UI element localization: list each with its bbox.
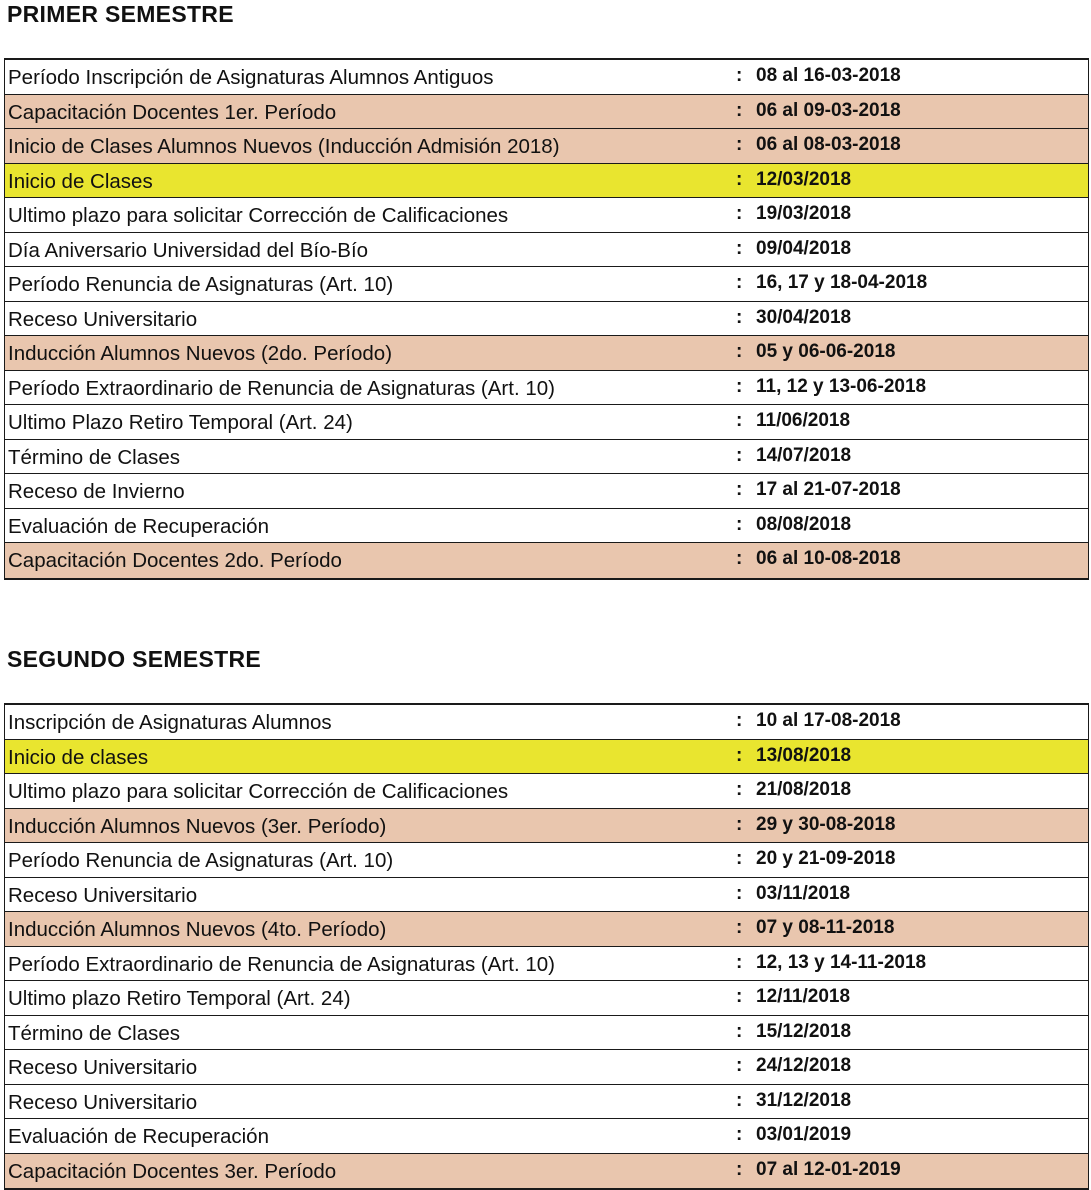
table-row bbox=[5, 198, 1088, 233]
table-row bbox=[5, 371, 1088, 406]
table-row bbox=[5, 1085, 1088, 1120]
event-label: Ultimo plazo Retiro Temporal (Art. 24) bbox=[8, 987, 351, 1010]
separator-colon: : bbox=[736, 99, 743, 121]
section-title-primer-semestre: PRIMER SEMESTRE bbox=[7, 1, 234, 27]
event-date: 06 al 10-08-2018 bbox=[756, 548, 901, 569]
event-date: 31/12/2018 bbox=[756, 1089, 852, 1111]
calendar-table-segundo-semestre bbox=[4, 703, 1089, 1190]
table-row bbox=[5, 474, 1088, 509]
separator-colon: : bbox=[736, 917, 743, 938]
event-label: Capacitación Docentes 1er. Período bbox=[8, 100, 337, 124]
event-label: Período Renuncia de Asignaturas (Art. 10) bbox=[8, 849, 394, 872]
table-row bbox=[5, 843, 1088, 878]
event-label: Evaluación de Recuperación bbox=[8, 514, 269, 538]
separator-colon: : bbox=[736, 951, 743, 973]
separator-colon: : bbox=[736, 513, 743, 535]
separator-colon: : bbox=[736, 813, 743, 835]
table-row bbox=[5, 947, 1088, 982]
separator-colon: : bbox=[736, 1020, 743, 1042]
event-label: Receso Universitario bbox=[8, 307, 198, 331]
table-row bbox=[5, 95, 1088, 130]
separator-colon: : bbox=[736, 341, 743, 362]
event-label: Receso de Invierno bbox=[8, 480, 185, 503]
table-row bbox=[5, 1119, 1088, 1154]
separator-colon: : bbox=[736, 848, 743, 869]
event-date: 16, 17 y 18-04-2018 bbox=[756, 272, 928, 293]
event-date: 06 al 08-03-2018 bbox=[756, 134, 901, 155]
table-row bbox=[5, 981, 1088, 1016]
table-row bbox=[5, 705, 1088, 740]
event-label: Inducción Alumnos Nuevos (2do. Período) bbox=[8, 342, 393, 365]
event-date: 29 y 30-08-2018 bbox=[756, 813, 896, 835]
event-label: Ultimo plazo para solicitar Corrección de Calificaciones bbox=[8, 204, 509, 227]
event-label: Ultimo plazo para solicitar Corrección de Calificaciones bbox=[8, 780, 509, 803]
event-date: 30/04/2018 bbox=[756, 306, 852, 328]
event-date: 09/04/2018 bbox=[756, 237, 852, 259]
event-label: Período Renuncia de Asignaturas (Art. 10) bbox=[8, 273, 394, 296]
event-label: Capacitación Docentes 2do. Período bbox=[8, 549, 342, 572]
table-row bbox=[5, 336, 1088, 371]
separator-colon: : bbox=[736, 779, 743, 800]
calendar-table-primer-semestre bbox=[4, 58, 1089, 580]
event-date: 07 y 08-11-2018 bbox=[756, 917, 895, 938]
event-date: 12/03/2018 bbox=[756, 168, 852, 190]
separator-colon: : bbox=[736, 306, 743, 328]
table-row bbox=[5, 1050, 1088, 1085]
table-row bbox=[5, 129, 1088, 164]
event-date: 13/08/2018 bbox=[756, 744, 852, 766]
separator-colon: : bbox=[736, 444, 743, 466]
table-row bbox=[5, 543, 1088, 578]
event-date: 11, 12 y 13-06-2018 bbox=[756, 375, 927, 397]
event-label: Término de Clases bbox=[8, 445, 181, 469]
event-label: Período Extraordinario de Renuncia de Asignaturas (Art. 10) bbox=[8, 952, 555, 976]
separator-colon: : bbox=[736, 548, 743, 569]
separator-colon: : bbox=[736, 1158, 743, 1180]
event-date: 06 al 09-03-2018 bbox=[756, 99, 901, 121]
table-row bbox=[5, 809, 1088, 844]
event-label: Inicio de Clases Alumnos Nuevos (Inducción Admisión 2018) bbox=[8, 135, 560, 158]
event-label: Período Inscripción de Asignaturas Alumnos Antiguos bbox=[8, 66, 494, 89]
separator-colon: : bbox=[736, 882, 743, 904]
event-date: 03/01/2019 bbox=[756, 1124, 852, 1145]
table-row bbox=[5, 1016, 1088, 1051]
separator-colon: : bbox=[736, 134, 743, 155]
event-label: Término de Clases bbox=[8, 1021, 181, 1045]
event-label: Receso Universitario bbox=[8, 1090, 198, 1114]
event-date: 14/07/2018 bbox=[756, 444, 852, 466]
event-date: 20 y 21-09-2018 bbox=[756, 848, 896, 869]
event-date: 07 al 12-01-2019 bbox=[756, 1158, 901, 1180]
separator-colon: : bbox=[736, 410, 743, 431]
table-row bbox=[5, 60, 1088, 95]
table-row bbox=[5, 164, 1088, 199]
event-label: Inscripción de Asignaturas Alumnos bbox=[8, 711, 332, 734]
separator-colon: : bbox=[736, 1124, 743, 1145]
table-row bbox=[5, 878, 1088, 913]
separator-colon: : bbox=[736, 203, 743, 224]
separator-colon: : bbox=[736, 1055, 743, 1076]
event-date: 12, 13 y 14-11-2018 bbox=[756, 951, 927, 973]
event-date: 17 al 21-07-2018 bbox=[756, 479, 901, 500]
separator-colon: : bbox=[736, 375, 743, 397]
separator-colon: : bbox=[736, 272, 743, 293]
event-date: 24/12/2018 bbox=[756, 1055, 852, 1076]
table-row bbox=[5, 302, 1088, 337]
separator-colon: : bbox=[736, 710, 743, 731]
table-row bbox=[5, 509, 1088, 544]
event-label: Capacitación Docentes 3er. Período bbox=[8, 1159, 337, 1183]
event-label: Receso Universitario bbox=[8, 1056, 198, 1079]
event-label: Inducción Alumnos Nuevos (4to. Período) bbox=[8, 918, 387, 941]
event-date: 03/11/2018 bbox=[756, 882, 851, 904]
separator-colon: : bbox=[736, 237, 743, 259]
separator-colon: : bbox=[736, 986, 743, 1007]
event-date: 12/11/2018 bbox=[756, 986, 851, 1007]
table-row bbox=[5, 405, 1088, 440]
table-row bbox=[5, 440, 1088, 475]
event-label: Ultimo Plazo Retiro Temporal (Art. 24) bbox=[8, 411, 353, 434]
event-date: 05 y 06-06-2018 bbox=[756, 341, 896, 362]
table-row bbox=[5, 774, 1088, 809]
event-date: 08 al 16-03-2018 bbox=[756, 65, 901, 86]
event-label: Evaluación de Recuperación bbox=[8, 1125, 269, 1148]
table-row bbox=[5, 740, 1088, 775]
separator-colon: : bbox=[736, 1089, 743, 1111]
event-label: Inicio de clases bbox=[8, 745, 149, 769]
table-row bbox=[5, 267, 1088, 302]
event-date: 21/08/2018 bbox=[756, 779, 852, 800]
event-label: Inducción Alumnos Nuevos (3er. Período) bbox=[8, 814, 387, 838]
table-row bbox=[5, 233, 1088, 268]
event-label: Día Aniversario Universidad del Bío-Bío bbox=[8, 238, 369, 262]
event-label: Receso Universitario bbox=[8, 883, 198, 907]
event-label: Período Extraordinario de Renuncia de Asignaturas (Art. 10) bbox=[8, 376, 555, 400]
event-date: 08/08/2018 bbox=[756, 513, 852, 535]
separator-colon: : bbox=[736, 65, 743, 86]
separator-colon: : bbox=[736, 479, 743, 500]
event-label: Inicio de Clases bbox=[8, 169, 153, 193]
section-title-segundo-semestre: SEGUNDO SEMESTRE bbox=[7, 646, 262, 672]
table-row bbox=[5, 912, 1088, 947]
separator-colon: : bbox=[736, 744, 743, 766]
event-date: 11/06/2018 bbox=[756, 410, 851, 431]
event-date: 19/03/2018 bbox=[756, 203, 852, 224]
event-date: 15/12/2018 bbox=[756, 1020, 852, 1042]
event-date: 10 al 17-08-2018 bbox=[756, 710, 901, 731]
separator-colon: : bbox=[736, 168, 743, 190]
